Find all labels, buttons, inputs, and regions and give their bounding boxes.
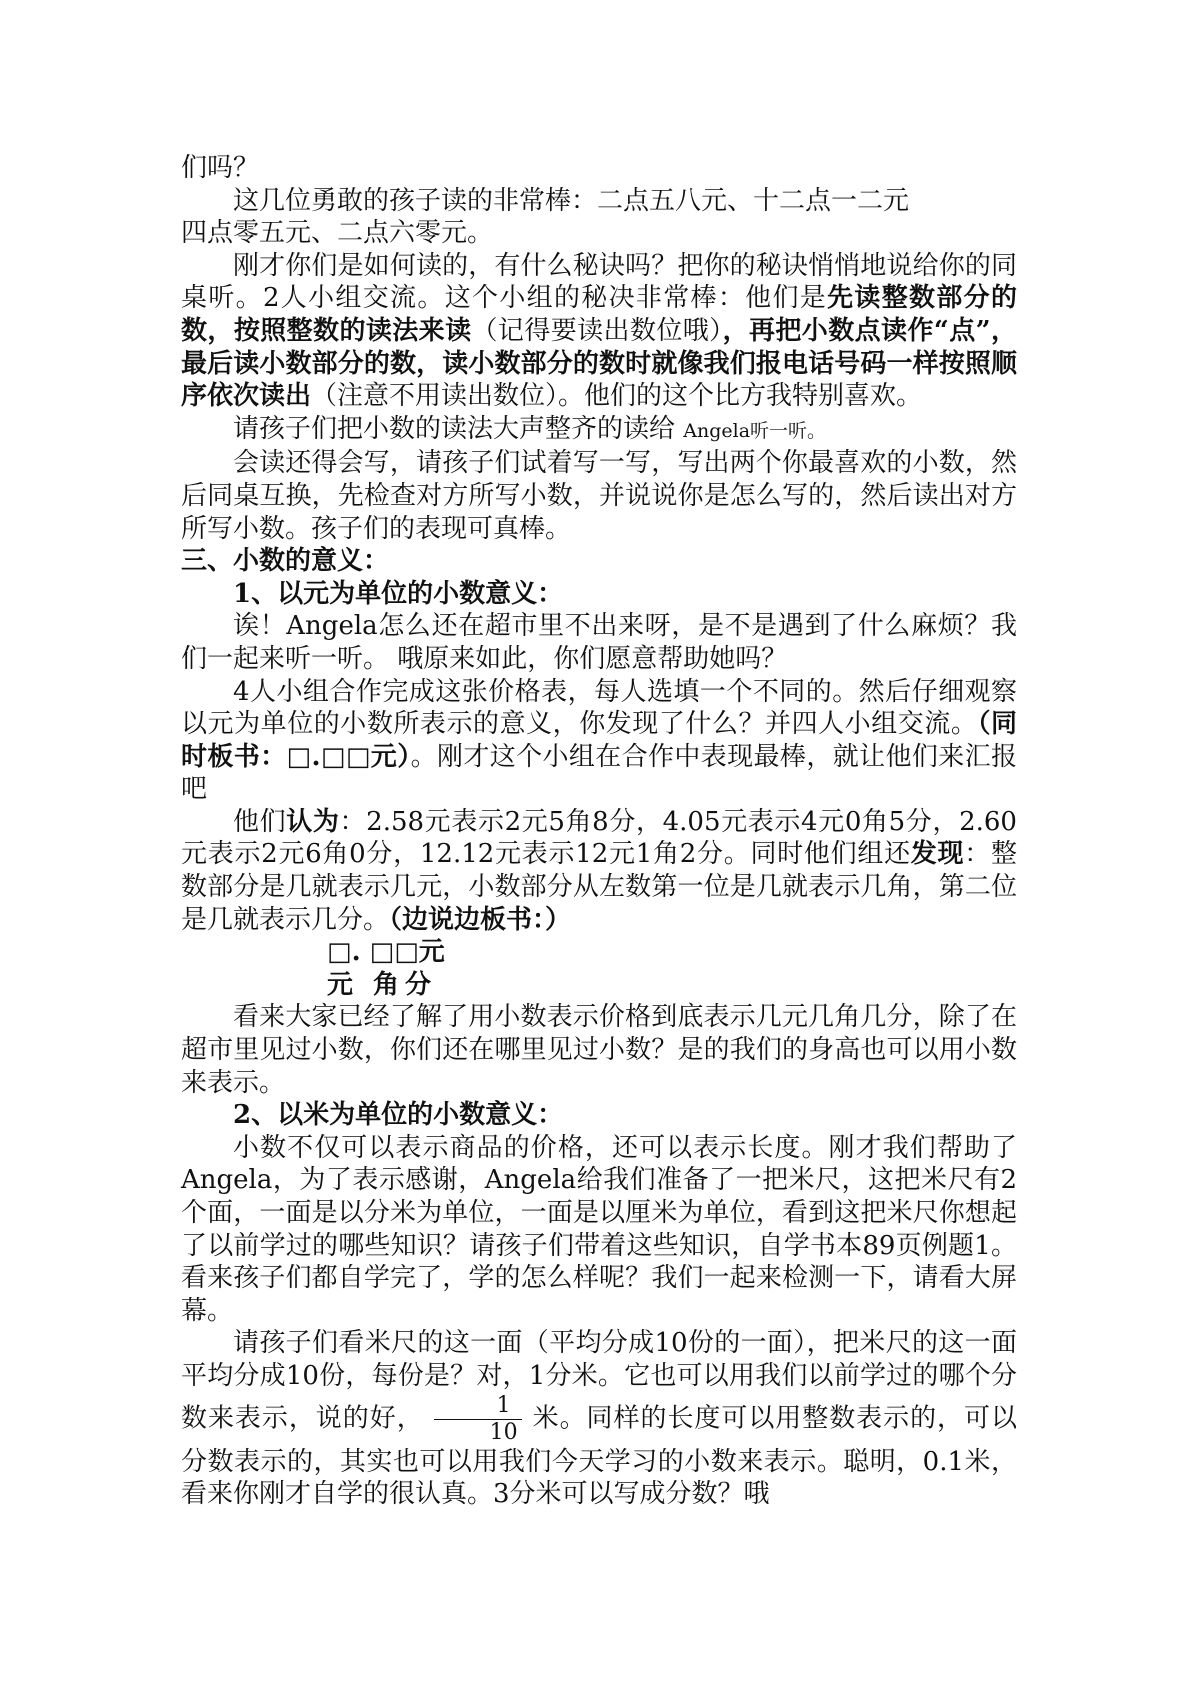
text-run: 请孩子们把小数的读法大声整齐的读给 [233,413,676,444]
bold-run: 发现 [910,839,965,870]
text-run: ：整数部分是几就表示几元，小数部分从左数第一位是几就表示几角，第二位是几就表示几分。 [181,839,1017,935]
text-run: （记得要读出数位哦） [471,315,723,346]
paragraph-tenth-meter [181,1327,1017,1510]
paragraph-meter-stick: 小数不仅可以表示商品的价格，还可以表示长度。刚才我们帮助了Angela，为了表示感谢，Angela给我们准备了一把米尺，这把米尺有2个面，一面是以分米为单位，一面是以厘米为单位，看到这把米尺你想起了以前学过的哪些知识？请孩子们带着这些知识，自学书本89页例题1。看来孩子们都自学完了，学的怎么样呢？我们一起来检测一下，请看大屏幕。 [181,1132,1017,1326]
text-run: 米。同样的长度可以用整数表示的，可以分数表示的，其实也可以用我们今天学习的小数来表示。聪明，0.1米，看来你刚才自学的很认真。3分米可以写成分数？哦 [181,1403,1017,1510]
paragraph-price-table [181,676,1017,806]
bold-run: 认为 [286,806,340,837]
bold-run: ，再把小数点读作“点”，最后读小数部分的数，读小数部分的数时就像我们报电话号码一样按照顺序依次读出 [181,315,1017,412]
text-run: （注意不用读出数位）。他们的这个比方我特别喜欢。 [311,381,923,412]
subsection-heading-meter: 2、以米为单位的小数意义： [233,1100,564,1131]
paragraph-writing: 会读还得会写，请孩子们试着写一写，写出两个你最喜欢的小数，然后同桌互换，先检查对方所写小数，并说说你是怎么写的，然后读出对方所写小数。孩子们的表现可真棒。 [181,448,1017,544]
subsection-heading-yuan: 1、以元为单位的小数意义： [233,578,564,609]
bold-run: 先读整数部分的数，按照整数的读法来读 [181,283,1017,346]
text-run: ：2.58元表示2元5角8分，4.05元表示4元0角5分，2.60元表示2元6角0分，12.12元表示12元1角2分。同时他们组还 [181,806,1017,870]
board-pattern: □. □□元 [327,937,445,968]
board-pattern-labels [181,969,1017,1002]
label-jiao-fen: 角分 [373,969,438,1000]
document-body [181,152,1017,1511]
text-run: 刚才你们是如何读的，有什么秘诀吗？把你的秘诀悄悄地说给你的同桌听。2人小组交流。这个小组的秘决非常棒：他们是 [181,250,1017,314]
text-run: 。刚才这个小组在合作中表现最棒，就让他们来汇报吧 [181,741,1017,805]
paragraph-angela-supermarket: 诶！Angela怎么还在超市里不出来呀，是不是遇到了什么麻烦？我们一起来听一听。 哦原来如此，你们愿意帮助她吗？ [181,611,1017,674]
label-yuan: 元 [327,969,354,1000]
paragraph-reading-secret [181,250,1017,413]
paragraph-reading-examples-cont: 四点零五元、二点六零元。 [181,218,494,249]
fraction-one-tenth [434,1393,522,1446]
small-run: Angela听一听。 [683,419,827,442]
fraction-denominator: 10 [489,1419,518,1445]
paragraph-height-decimals: 看来大家已经了解了用小数表示价格到底表示几元几角几分，除了在超市里见过小数，你们还在哪里见过小数？是的我们的身高也可以用小数来表示。 [181,1002,1017,1098]
paragraph-continuation: 们吗？ [181,153,260,183]
text-run: 4人小组合作完成这张价格表，每人选填一个不同的。然后仔细观察以元为单位的小数所表示的意义，你发现了什么？并四人小组交流。 [181,676,1017,740]
bold-run: （边说边板书：） [389,904,572,935]
fraction-numerator: 1 [434,1393,522,1420]
text-run: 他们 [233,806,287,837]
paragraph-read-aloud [181,413,1017,448]
section-heading: 三、小数的意义： [181,546,390,577]
paragraph-group-report [181,806,1017,936]
bold-run: （同时板书：□.□□元） [181,709,1017,772]
text-run: 请孩子们看米尺的这一面（平均分成10份的一面），把米尺的这一面平均分成10份，每份是？对，1分米。它也可以用我们以前学过的哪个分数来表示，说的好， [181,1328,1017,1434]
paragraph-reading-examples: 这几位勇敢的孩子读的非常棒：二点五八元、十二点一二元 [233,185,910,216]
